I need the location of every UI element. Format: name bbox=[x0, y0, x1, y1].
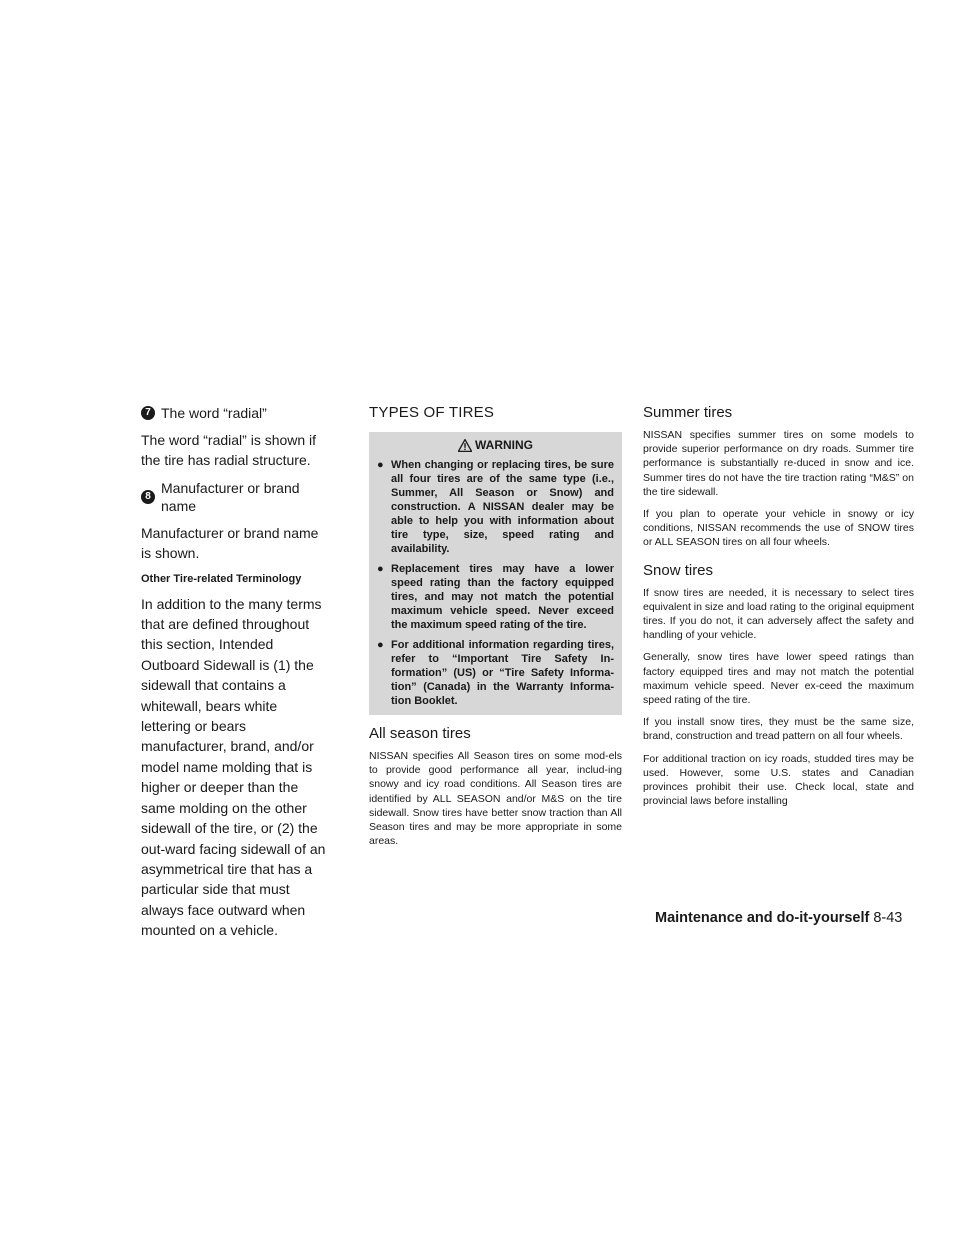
snow-tires-paragraph: If snow tires are needed, it is necessary to select tires equivalent in size and load rating to the original equipment tires. If you do not, it can adversely affect the safety and handling of your vehicle. bbox=[643, 586, 914, 642]
bullet-icon: ● bbox=[377, 639, 384, 651]
snow-tires-paragraph: Generally, snow tires have lower speed ratings than factory equipped tires and may not match the potential maximum vehicle speed. Never ex-ceed the maximum speed rating of the tire. bbox=[643, 651, 914, 707]
warning-triangle-icon bbox=[458, 439, 472, 452]
summer-tires-heading: Summer tires bbox=[643, 404, 733, 421]
warning-title: WARNING bbox=[475, 438, 533, 452]
warning-item: ● Replacement tires may have a lower speed rating than the factory equipped tires, and may not match the potential maximum vehicle speed. Never exceed the maximum speed rating of the tire. bbox=[377, 563, 614, 631]
bullet-icon: ● bbox=[377, 459, 384, 471]
all-season-tires-heading: All season tires bbox=[369, 725, 471, 742]
other-terminology-heading: Other Tire-related Terminology bbox=[141, 572, 302, 585]
page-footer bbox=[655, 910, 902, 926]
column-right bbox=[643, 404, 914, 816]
column-left bbox=[141, 404, 326, 949]
item-8-label: Manufacturer or brand name bbox=[161, 479, 300, 514]
section-title-types-of-tires: TYPES OF TIRES bbox=[369, 404, 495, 421]
other-terminology-text: In addition to the many terms that are defined throughout this section, Intended Outboard Sidewall is (1) the sidewall that contains a whitewall, bears white lettering or bears manufacturer, brand, and/or model name molding that is higher or deeper than the same molding on the other sidewall of the tire, or (2) the out-ward facing sidewall of an asymmetrical tire that has a particular side that must always face outward when mounted on a vehicle. bbox=[141, 595, 326, 939]
snow-tires-heading: Snow tires bbox=[643, 561, 714, 579]
footer-section-title: Maintenance and do-it-yourself bbox=[655, 910, 870, 926]
item-7-description: The word “radial” is shown if the tire has radial structure. bbox=[141, 432, 317, 469]
snow-tires-paragraph: For additional traction on icy roads, studded tires may be used. However, some U.S. states and Canadian provinces prohibit their use. Check local, state and provincial laws before installing bbox=[643, 752, 914, 808]
page-number: 8-43 bbox=[873, 910, 903, 926]
warning-item: ● When changing or replacing tires, be sure all four tires are of the same type (i.e., Summer, All Season or Snow) and construction. A NISSAN dealer may be able to help you with information about tire type, size, speed rating and availability. bbox=[377, 459, 614, 555]
warning-item: ● For additional information regarding tires, refer to “Important Tire Safety In-formation” (US) or “Tire Safety Informa-tion” (Canada) in the Warranty Informa-tion Booklet. bbox=[377, 639, 614, 707]
summer-tires-paragraph: NISSAN specifies summer tires on some models to provide superior performance on dry roads. Summer tire performance is substantially re-duced in snow and ice. Summer tires do not have the tire traction rating “M&S” on the tire sidewall. bbox=[643, 429, 914, 498]
warning-box bbox=[369, 432, 622, 715]
snow-tires-paragraph: If you install snow tires, they must be the same size, brand, construction and tread pattern on all four wheels. bbox=[643, 716, 914, 743]
column-middle bbox=[369, 404, 622, 856]
bullet-icon: ● bbox=[377, 563, 384, 575]
item-7-heading bbox=[141, 404, 326, 422]
warning-header bbox=[377, 438, 614, 452]
warning-list bbox=[377, 458, 614, 708]
item-7-label: The word “radial” bbox=[161, 405, 267, 421]
circled-number-7: 7 bbox=[141, 406, 155, 420]
item-8-heading bbox=[141, 479, 326, 515]
summer-tires-paragraph: If you plan to operate your vehicle in snowy or icy conditions, NISSAN recommends the use of SNOW tires or ALL SEASON tires on all four wheels. bbox=[643, 508, 914, 549]
item-8-description: Manufacturer or brand name is shown. bbox=[141, 524, 319, 562]
circled-number-8: 8 bbox=[141, 490, 155, 504]
all-season-tires-text: NISSAN specifies All Season tires on some mod-els to provide good performance all year, includ-ing snowy and icy road conditions. All Season tires are identified by ALL SEASON and/or M&S on the tire sidewall. Snow tires have better snow traction than All Season tires and may be more appropriate in some areas. bbox=[369, 750, 622, 848]
